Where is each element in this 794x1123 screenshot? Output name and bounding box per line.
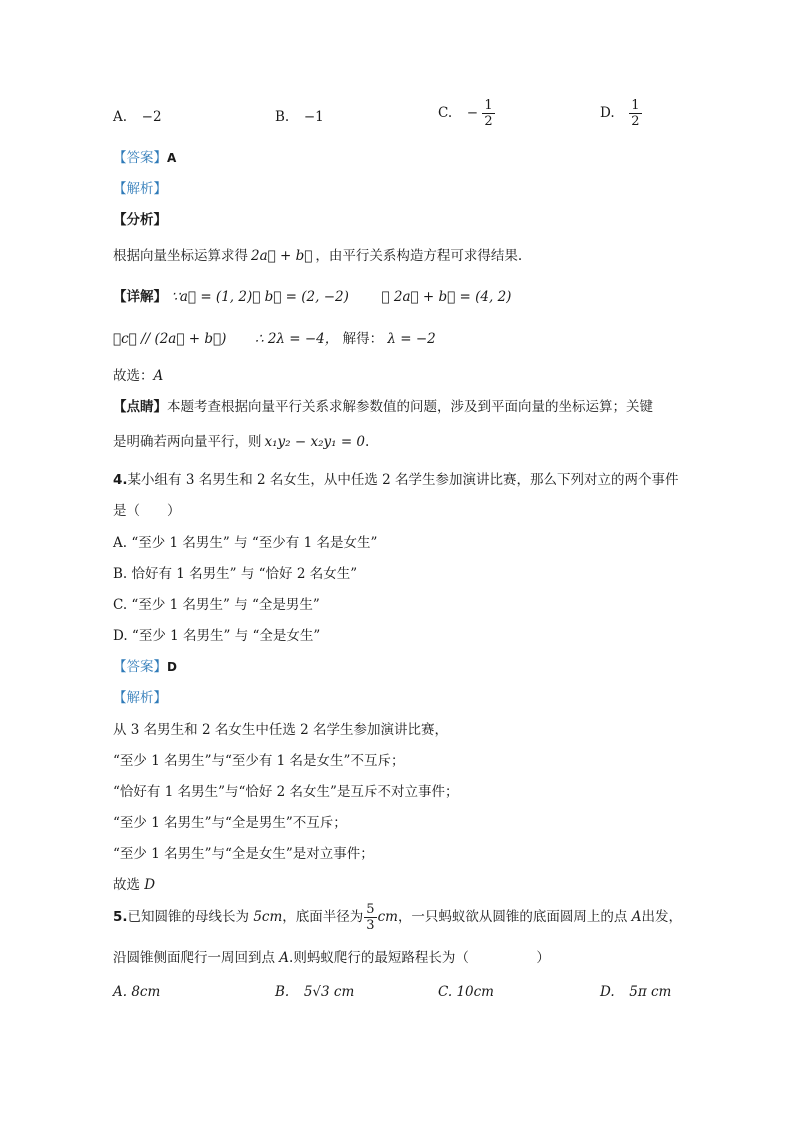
q3-option-a xyxy=(113,109,162,125)
q3-analysis-label: 【解析】 xyxy=(113,181,167,197)
math-expression: ∵a⃗ = (1, 2)， xyxy=(171,289,261,305)
q4-option-a: A. “至少 1 名男生” 与 “至少有 1 名是女生” xyxy=(113,535,378,551)
q4-option-d: D. “至少 1 名男生” 与 “全是女生” xyxy=(113,628,321,644)
choice-value: D xyxy=(144,877,156,893)
question-text: 出发， xyxy=(641,909,682,925)
q3-detail-line2 xyxy=(113,327,436,347)
q5-option-c xyxy=(438,984,494,1000)
option-value: 5π cm xyxy=(629,984,672,1000)
math-expression: b⃗ = (2, −2) xyxy=(264,289,349,305)
text: . xyxy=(365,434,370,450)
math-expression: 5cm xyxy=(253,909,283,925)
question-text: .则蚂蚁爬行的最短路程长为（ ） xyxy=(289,950,550,966)
q4-analysis-line-5: “至少 1 名男生”与“全是女生”是对立事件； xyxy=(113,846,374,862)
option-value: 8cm xyxy=(131,984,161,1000)
choice-value: A xyxy=(153,368,164,384)
option-letter: C. xyxy=(438,984,453,1000)
question-number: 4. xyxy=(113,472,128,488)
q4-choose xyxy=(113,873,155,893)
fraction xyxy=(482,99,494,128)
q4-analysis-line-1: 从 3 名男生和 2 名女生中任选 2 名学生参加演讲比赛， xyxy=(113,722,449,738)
q3-option-c xyxy=(438,99,495,128)
option-letter: D. xyxy=(600,105,615,121)
remark-label: 【点睛】 xyxy=(113,399,167,415)
q4-answer xyxy=(113,655,177,675)
option-letter: D. xyxy=(600,984,615,1000)
q4-analysis-line-4: “至少 1 名男生”与“全是男生”不互斥； xyxy=(113,815,347,831)
math-expression: ∵c⃗ // (2a⃗ + b⃗) xyxy=(113,331,227,347)
math-expression: 2a⃗ + b⃗ xyxy=(251,248,313,264)
fraction-denominator: 2 xyxy=(484,114,493,129)
answer-label: 【答案】 xyxy=(113,659,167,675)
fraction-numerator: 1 xyxy=(631,98,640,113)
q4-analysis-line-2: “至少 1 名男生”与“至少有 1 名是女生”不互斥； xyxy=(113,753,405,769)
q4-analysis-label: 【解析】 xyxy=(113,690,167,706)
q3-fenxi-label: 【分析】 xyxy=(113,212,167,228)
q4-stem-line2: 是（ ） xyxy=(113,503,181,519)
q3-choose xyxy=(113,364,163,384)
fraction-numerator: 1 xyxy=(484,98,493,113)
question-text: 沿圆锥侧面爬行一周回到点 xyxy=(113,950,280,966)
detail-label: 【详解】 xyxy=(113,289,167,305)
text: 本题考查根据向量平行关系求解参数值的问题，涉及到平面向量的坐标运算；关键 xyxy=(167,399,653,415)
option-letter: B. xyxy=(275,984,290,1000)
option-value: −2 xyxy=(141,109,162,125)
text: 是明确若两向量平行，则 xyxy=(113,434,262,450)
math-expression: ∴ 2a⃗ + b⃗ = (4, 2) xyxy=(381,289,512,305)
math-expression: A xyxy=(631,909,642,925)
q4-option-b: B. 恰好有 1 名男生” 与 “恰好 2 名女生” xyxy=(113,566,358,582)
option-letter: A. xyxy=(113,984,128,1000)
q5-option-a xyxy=(113,984,160,1000)
q5-stem-line2 xyxy=(113,946,550,966)
q3-option-b xyxy=(275,109,324,125)
q3-answer xyxy=(113,146,176,166)
q5-stem-line1 xyxy=(113,903,682,932)
option-value: 5√3 cm xyxy=(303,984,355,1000)
answer-value: D xyxy=(167,660,177,674)
q4-stem-line1 xyxy=(113,468,679,488)
fraction-denominator: 2 xyxy=(631,114,640,129)
question-number: 5. xyxy=(113,909,128,925)
text: 故选 xyxy=(113,877,140,893)
text: 根据向量坐标运算求得 xyxy=(113,248,248,264)
q3-option-d xyxy=(600,99,642,128)
option-letter: C. xyxy=(438,105,453,121)
fraction xyxy=(364,903,376,932)
fraction-numerator: 5 xyxy=(366,902,375,917)
q5-option-b xyxy=(275,984,354,1000)
option-letter: A. xyxy=(113,109,128,125)
option-value: 10cm xyxy=(456,984,494,1000)
math-expression: ∴ 2λ = −4， xyxy=(254,331,339,347)
math-expression: cm xyxy=(377,909,398,925)
q4-analysis-line-3: “恰好有 1 名男生”与“恰好 2 名女生”是互斥不对立事件； xyxy=(113,784,459,800)
text: ，由平行关系构造方程可求得结果. xyxy=(315,248,523,264)
question-text: ，底面半径为 xyxy=(282,909,364,925)
question-text: 已知圆锥的母线长为 xyxy=(127,909,254,925)
math-expression: x₁y₂ − x₂y₁ = 0 xyxy=(264,434,366,450)
fraction-denominator: 3 xyxy=(366,918,375,933)
q3-fenxi-text xyxy=(113,244,522,264)
fraction xyxy=(629,99,641,128)
option-value: −1 xyxy=(303,109,324,125)
question-text: 某小组有 3 名男生和 2 名女生，从中任选 2 名学生参加演讲比赛，那么下列对立的两个事件 xyxy=(127,472,679,488)
answer-value: A xyxy=(167,151,177,165)
math-expression: λ = −2 xyxy=(387,331,436,347)
text: 解得： xyxy=(342,331,384,347)
q4-option-c: C. “至少 1 名男生” 与 “全是男生” xyxy=(113,597,320,613)
q5-option-d xyxy=(600,984,671,1000)
q3-remark-line1 xyxy=(113,395,653,415)
q3-remark-line2 xyxy=(113,430,369,450)
answer-label: 【答案】 xyxy=(113,150,167,166)
math-expression: A xyxy=(279,950,290,966)
option-letter: B. xyxy=(275,109,290,125)
question-text: ，一只蚂蚁欲从圆锥的底面圆周上的点 xyxy=(397,909,632,925)
option-sign: − xyxy=(466,105,479,121)
q3-detail-line1 xyxy=(113,285,511,305)
text: 故选： xyxy=(113,368,154,384)
